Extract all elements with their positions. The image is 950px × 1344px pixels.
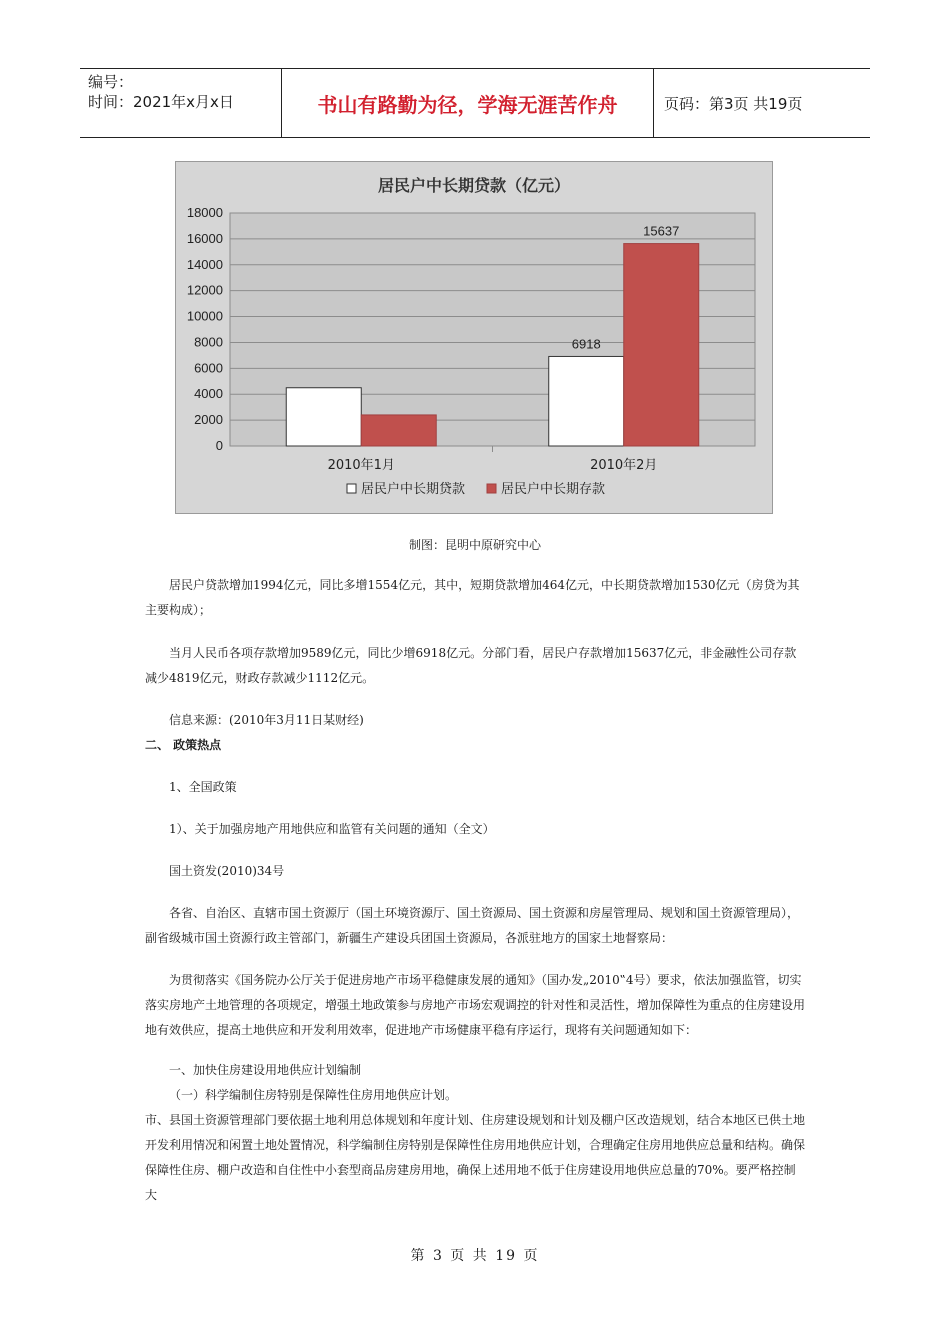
y-tick-label: 8000 (194, 334, 223, 350)
chart-svg (175, 161, 773, 514)
legend-label: 居民户中长期存款 (501, 482, 606, 497)
section-heading: 二、 政策热点 (145, 738, 222, 752)
paragraph-body: 市、县国土资源管理部门要依据土地利用总体规划和年度计划、住房建设规划和计划及棚户区改造规划，结合本地区已供土地开发利用情况和闲置土地处置情况，科学编制住房特别是保障性住房用地供应计划，合理确定住房用地供应总量和结构。确保保障性住房、棚户改造和自住性中小套型商品房建房用地，确保上述用地不低于住房建设用地供应总量的70%。要严格控制大 (145, 1113, 806, 1202)
paragraph-national-policy: 1、全国政策 (169, 780, 237, 794)
y-tick-label: 6000 (194, 360, 223, 376)
bar (286, 388, 361, 446)
paragraph-preamble: 为贯彻落实《国务院办公厅关于促进房地产市场平稳健康发展的通知》（国办发„2010‟4号）要求，依法加强监管，切实落实房地产土地管理的各项规定，增强土地政策参与房地产市场宏观调控的针对性和灵活性，增加保障性为重点的住房建设用地有效供应，提高土地供应和开发利用效率，促进地产市场健康平稳有序运行，现将有关问题通知如下： (145, 973, 806, 1037)
paragraph-source: 信息来源：(2010年3月11日某财经) (169, 713, 364, 727)
page-header (80, 68, 870, 138)
legend-label: 居民户中长期贷款 (361, 482, 466, 497)
data-label: 15637 (643, 223, 680, 239)
y-tick-label: 10000 (186, 308, 223, 324)
paragraph-notice-title: 1）、关于加强房地产用地供应和监管有关问题的通知（全文） (169, 822, 495, 836)
header-time: 时间：2021年x月x日 (88, 93, 234, 111)
paragraph-doc-number: 国土资发(2010)34号 (169, 864, 285, 878)
y-tick-label: 18000 (186, 205, 223, 220)
paragraph-section-one: 一、加快住房建设用地供应计划编制 (169, 1063, 362, 1077)
x-category-label: 2010年1月 (327, 458, 395, 473)
y-tick-label: 16000 (186, 230, 223, 246)
paragraph-subsection-one: （一）科学编制住房特别是保障性住房用地供应计划。 (169, 1088, 458, 1102)
page-footer: 第 3 页 共 19 页 (410, 1248, 540, 1264)
y-tick-label: 12000 (186, 282, 223, 298)
y-tick-label: 0 (215, 438, 223, 453)
y-tick-label: 14000 (186, 256, 223, 272)
header-page-code: 页码：第3页 共19页 (664, 94, 803, 113)
chart-title: 居民户中长期贷款（亿元） (377, 176, 571, 195)
bar (624, 244, 699, 446)
x-category-label: 2010年2月 (590, 458, 658, 473)
y-tick-label: 2000 (194, 412, 223, 428)
header-left (80, 69, 282, 137)
data-label: 6918 (571, 336, 601, 352)
y-tick-label: 4000 (194, 386, 223, 402)
loan-chart (175, 161, 773, 514)
paragraph-1: 居民户贷款增加1994亿元，同比多增1554亿元，其中，短期贷款增加464亿元，中长期贷款增加1530亿元（房贷为其主要构成）； (145, 578, 800, 617)
legend-swatch (347, 484, 356, 493)
header-number: 编号： (88, 73, 134, 91)
header-motto: 书山有路勤为径，学海无涯苦作舟 (282, 69, 654, 137)
bar (549, 356, 624, 446)
chart-caption: 制图：昆明中原研究中心 (408, 538, 541, 552)
legend-swatch (487, 484, 496, 493)
paragraph-2: 当月人民币各项存款增加9589亿元，同比少增6918亿元。分部门看，居民户存款增加15637亿元，非金融性公司存款减少4819亿元，财政存款减少1112亿元。 (145, 646, 797, 685)
paragraph-recipients: 各省、自治区、直辖市国土资源厅（国土环境资源厅、国土资源局、国土资源和房屋管理局、规划和国土资源管理局），副省级城市国土资源行政主管部门，新疆生产建设兵团国土资源局，各派驻地方的国家土地督察局： (145, 906, 800, 945)
bar (361, 415, 436, 446)
